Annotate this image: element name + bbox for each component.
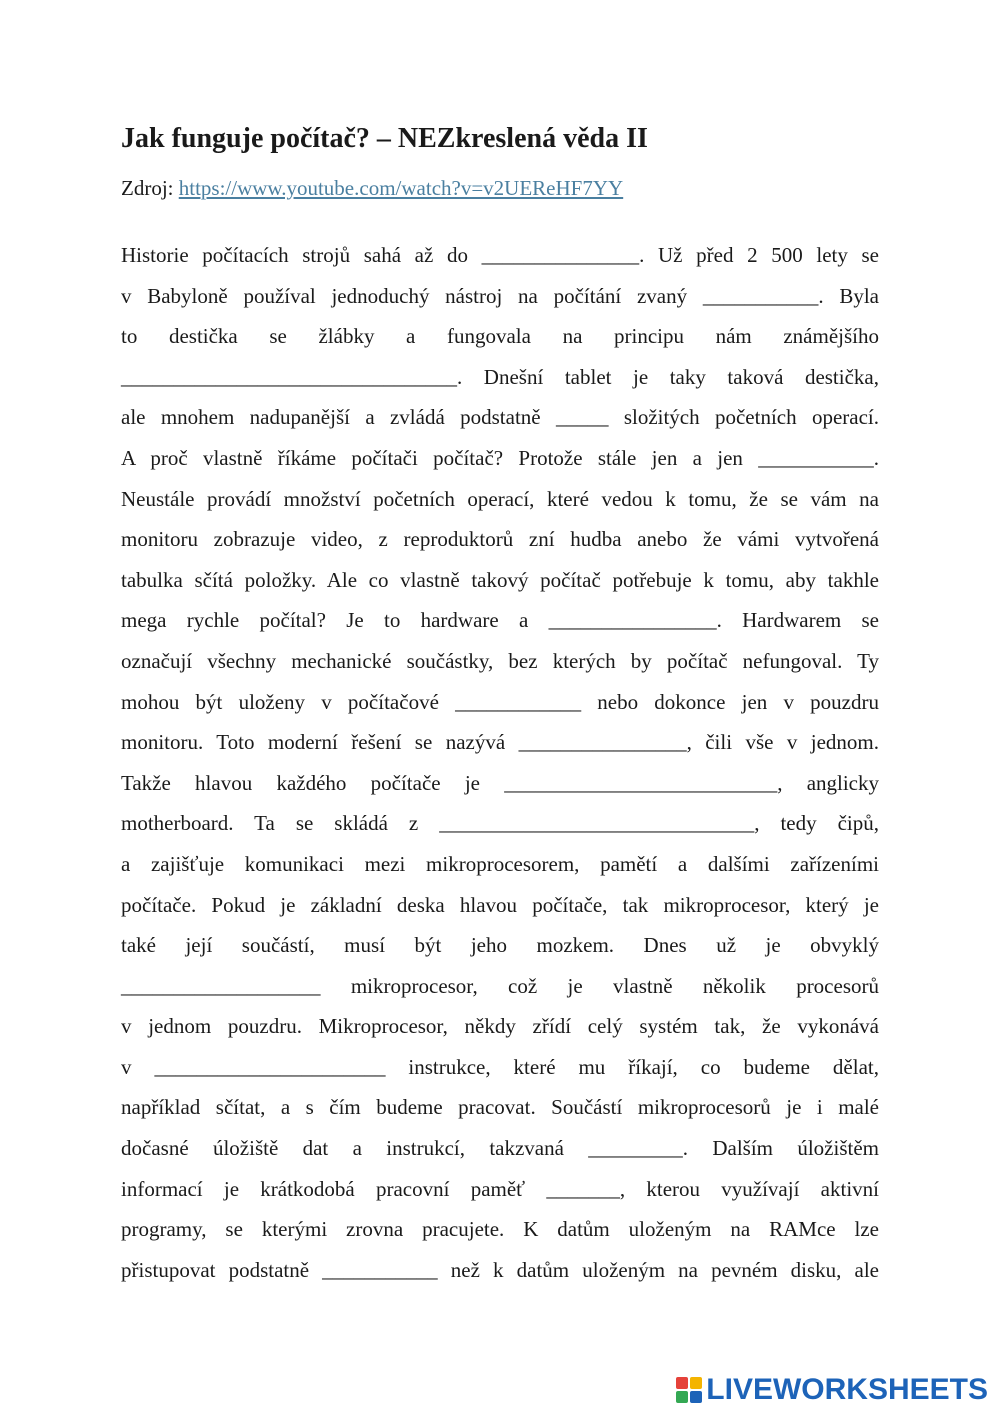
logo-tile-red (676, 1377, 688, 1389)
paragraph-line: například sčítat, a s čím budeme pracovat. Součástí mikroprocesorů je i malé (121, 1095, 879, 1120)
logo-tile-green (676, 1391, 688, 1403)
source-line (121, 174, 623, 202)
logo-tile-blue (690, 1391, 702, 1403)
fill-in-paragraph (121, 235, 879, 1290)
liveworksheets-watermark (676, 1372, 988, 1408)
paragraph-line: ________________________________. Dnešní tablet je taky taková destička, (121, 364, 879, 389)
paragraph-line: ___________________ mikroprocesor, což je vlastně několik procesorů (121, 973, 879, 998)
paragraph-line: dočasné úložiště dat a instrukcí, takzvaná _________. Dalším úložištěm (121, 1136, 879, 1161)
paragraph-line: přistupovat podstatně ___________ než k datům uloženým na pevném disku, ale (121, 1257, 879, 1282)
liveworksheets-logo-icon (676, 1377, 702, 1403)
paragraph-line: ale mnohem nadupanější a zvládá podstatně _____ složitých početních operací. (121, 405, 879, 430)
paragraph-line: monitoru. Toto moderní řešení se nazývá ________________, čili vše v jednom. (121, 730, 879, 755)
paragraph-line: označují všechny mechanické součástky, bez kterých by počítač nefungoval. Ty (121, 648, 879, 673)
source-link[interactable]: https://www.youtube.com/watch?v=v2UEReHF7YY (178, 176, 624, 200)
paragraph-line: Historie počítacích strojů sahá až do _______________. Už před 2 500 lety se (121, 243, 879, 267)
paragraph-line: monitoru zobrazuje video, z reproduktorů zní hudba anebo že vámi vytvořená (121, 527, 879, 552)
page-title: Jak funguje počítač? – NEZkreslená věda II (121, 123, 648, 154)
paragraph-line: v jednom pouzdru. Mikroprocesor, někdy zřídí celý systém tak, že vykonává (121, 1014, 879, 1039)
paragraph-line: v ______________________ instrukce, které mu říkají, co budeme dělat, (121, 1054, 879, 1079)
paragraph-line: motherboard. Ta se skládá z ______________________________, tedy čipů, (121, 811, 879, 836)
logo-tile-yellow (690, 1377, 702, 1389)
paragraph-line: tabulka sčítá položky. Ale co vlastně takový počítač potřebuje k tomu, aby takhle (121, 567, 879, 592)
watermark-text: LIVEWORKSHEETS (706, 1373, 988, 1406)
paragraph-line: A proč vlastně říkáme počítači počítač? Protože stále jen a jen ___________. (121, 445, 879, 470)
paragraph-line: Neustále provádí množství početních operací, které vedou k tomu, že se vám na (121, 486, 879, 511)
paragraph-line: informací je krátkodobá pracovní paměť _______, kterou využívají aktivní (121, 1176, 879, 1201)
source-label: Zdroj: (121, 176, 179, 200)
paragraph-line: programy, se kterými zrovna pracujete. K datům uloženým na RAMce lze (121, 1217, 879, 1242)
paragraph-line: mohou být uloženy v počítačové ____________ nebo dokonce jen v pouzdru (121, 689, 879, 714)
paragraph-line: počítače. Pokud je základní deska hlavou počítače, tak mikroprocesor, který je (121, 892, 879, 917)
paragraph-line: to destička se žlábky a fungovala na principu nám známějšího (121, 324, 879, 349)
paragraph-line: Takže hlavou každého počítače je __________________________, anglicky (121, 770, 879, 795)
paragraph-line: a zajišťuje komunikaci mezi mikroprocesorem, pamětí a dalšími zařízeními (121, 851, 879, 876)
paragraph-line: v Babyloně používal jednoduchý nástroj na počítání zvaný ___________. Byla (121, 283, 879, 308)
paragraph-line: mega rychle počítal? Je to hardware a ________________. Hardwarem se (121, 608, 879, 633)
paragraph-line: také její součástí, musí být jeho mozkem. Dnes už je obvyklý (121, 933, 879, 958)
